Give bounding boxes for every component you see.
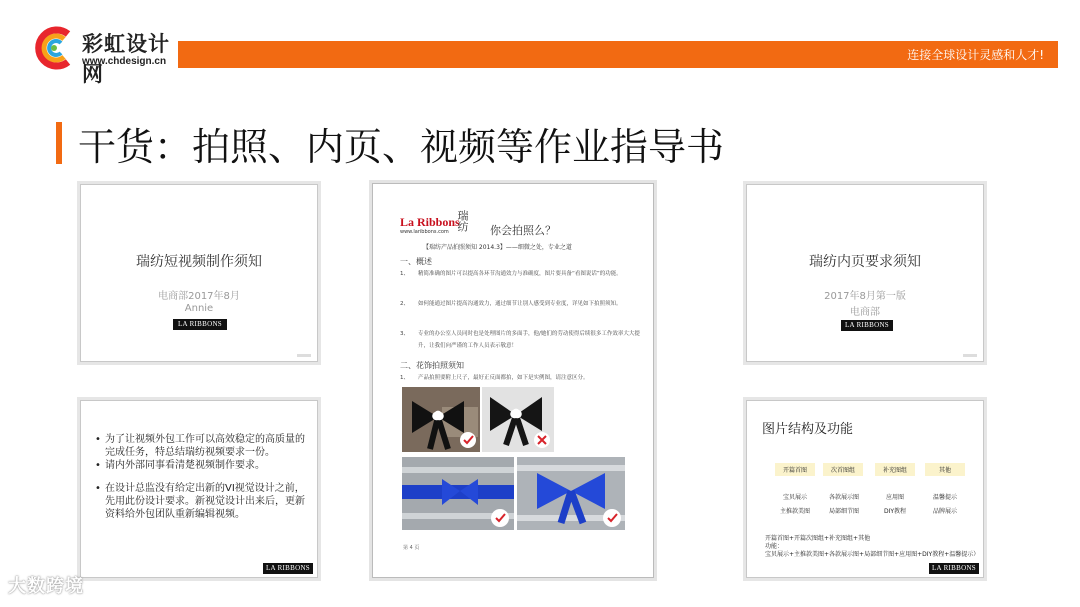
la-ribbons-logo: La Ribbons [400, 215, 460, 229]
header-bar [178, 41, 1058, 68]
bullet-item: • 请内外部同事看清楚视频制作要求。 [95, 459, 307, 472]
paragraph [400, 328, 640, 352]
struct-cell: 品牌展示 [932, 508, 957, 515]
card-inner-page-cover[interactable] [746, 184, 984, 362]
struct-cell: 温馨提示 [932, 494, 957, 501]
paragraph-text: 如何能通过图片提高沟通效力，通过细节让别人感受到专业度，详见如下拍照须知。 [418, 301, 622, 307]
struct-footer-line: 功能： [765, 543, 784, 550]
struct-header: 其他 [925, 463, 965, 476]
chdesign-logo[interactable] [34, 26, 174, 86]
page-title: 干货：拍照、内页、视频等作业指导书 [78, 125, 725, 169]
brand-tag: LA RIBBONS [173, 319, 227, 330]
struct-header: 次首图组 [823, 463, 863, 476]
card-video-notes[interactable] [80, 400, 318, 578]
struct-footer-line: 开篇首图+开篇次图组+补充图组+其他 [765, 535, 871, 542]
page-number-mark [963, 354, 977, 357]
paragraph [400, 298, 640, 310]
bow-photo-correct [402, 387, 480, 452]
paragraph-text: 产品拍照要附上尺子，最好正反面都拍，如下是实例图，请注意区分。 [418, 375, 589, 381]
brand-tag: LA RIBBONS [841, 320, 893, 331]
logo-url: www.chdesign.cn [82, 56, 167, 67]
card-author: Annie [184, 303, 214, 314]
card-title: 瑞纺内页要求须知 [809, 254, 921, 270]
struct-header: 补充图组 [875, 463, 915, 476]
bullet-item: • 在设计总监没有给定出新的VI视觉设计之前，先用此份设计要求。新视觉设计出来后，更新资料给外包团队重新编辑视频。 [95, 482, 307, 521]
struct-cell: 应用图 [885, 494, 904, 501]
card-title: 瑞纺短视频制作须知 [136, 254, 262, 270]
section-heading: 一、概述 [400, 257, 432, 266]
black-bow-icon [402, 387, 480, 452]
struct-cell: DIY教程 [883, 508, 907, 515]
struct-cell: 主推款美图 [779, 508, 810, 515]
page-number-mark [297, 354, 311, 357]
card-image-structure[interactable] [746, 400, 984, 578]
logo-title: 彩虹设计网 [82, 32, 170, 86]
logo-glyph: 瑞纺 [456, 210, 469, 232]
paragraph-number: 2、 [400, 301, 409, 307]
blue-bow-icon [402, 457, 514, 530]
brand-tag: LA RIBBONS [263, 563, 313, 574]
section-heading: 二、花饰拍照须知 [400, 361, 464, 370]
struct-footer-line: 宝贝展示+主推款美图+各款展示图+局部细节图+应用图+DIY教程+温馨提示） [765, 551, 980, 558]
paragraph-number: 3、 [400, 331, 409, 337]
doc-subtitle: 【瑞纺产品拍照须知 2014.3】——细微之处，专业之道 [423, 244, 572, 251]
struct-cell: 各款展示图 [828, 494, 859, 501]
bullet-list [95, 433, 307, 521]
card-date: 2017年8月第一版 [824, 291, 906, 302]
struct-title: 图片结构及功能 [762, 422, 854, 437]
bow-photo-wrong [482, 387, 554, 452]
blue-bow-icon [517, 457, 625, 530]
black-bow-icon [482, 387, 554, 452]
title-accent-bar [56, 122, 62, 164]
card-dept: 电商部 [850, 307, 880, 318]
card-date: 电商部2017年8月 [158, 291, 240, 302]
paragraph [400, 268, 640, 280]
paragraph-number: 1、 [400, 375, 409, 381]
paragraph [400, 372, 640, 384]
doc-heading: 你会拍照么？ [490, 224, 556, 237]
paragraph-text: 专业的办公室人员同时也是处理图片的多面手，他/她们的劳动使得后续很多工作效率大大提升，让我们向严谨的工作人员表示敬意！ [418, 331, 640, 349]
paragraph-text: 精简准确的图片可以提高各环节沟通效力与准确度，图片要具备“看图说话”的功能。 [418, 271, 622, 277]
blue-bow-photo-1 [402, 457, 514, 530]
struct-header: 开篇首图 [775, 463, 815, 476]
brand-tag: LA RIBBONS [929, 563, 979, 574]
blue-bow-photo-2 [517, 457, 625, 530]
slogan: 连接全球设计灵感和人才! [907, 48, 1044, 62]
watermark: 大数跨境 [8, 576, 84, 597]
photo-guide-document[interactable] [372, 183, 654, 578]
paragraph-number: 1、 [400, 271, 409, 277]
struct-cell: 局部细节图 [828, 508, 859, 515]
card-video-cover[interactable] [80, 184, 318, 362]
doc-url: www.laribbons.com [400, 229, 449, 235]
doc-page-footer: 第 4 页 [403, 545, 420, 551]
rainbow-logo-icon [34, 26, 78, 70]
bullet-item: • 为了让视频外包工作可以高效稳定的高质量的完成任务，特总结瑞纺视频要求一份。 [95, 433, 307, 459]
struct-cell: 宝贝展示 [782, 494, 807, 501]
